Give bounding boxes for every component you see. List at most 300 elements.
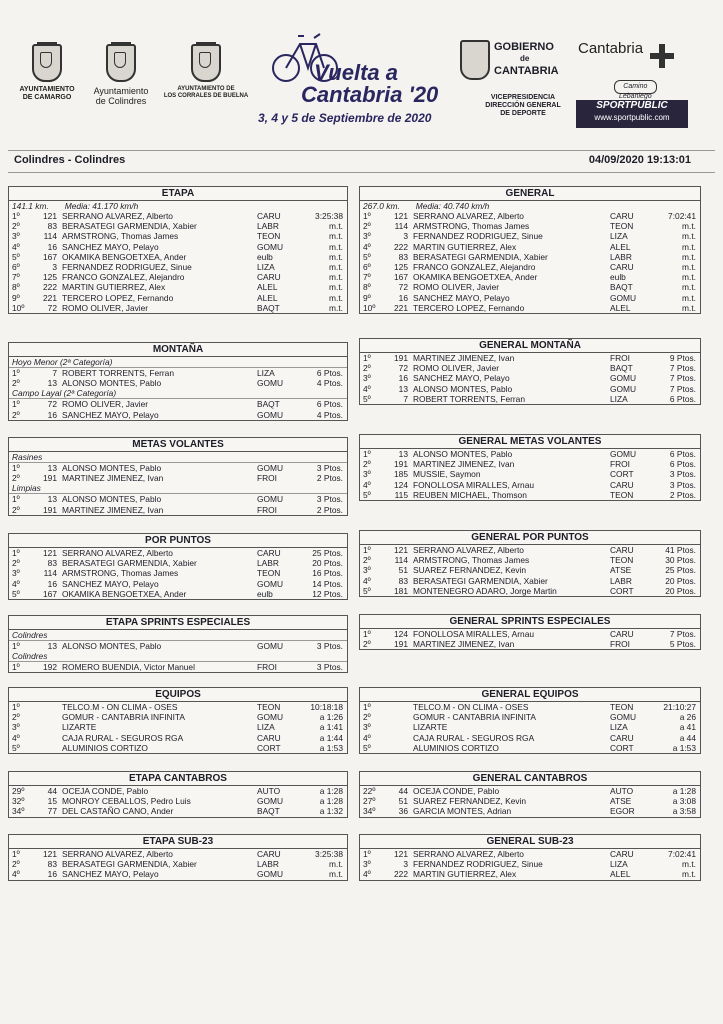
vuelta-line1: Vuelta a	[314, 60, 398, 85]
rider-name: BERASATEGI GARMENDIA, Xabier	[62, 859, 197, 870]
position: 2º	[363, 459, 371, 470]
cantabria-logo	[578, 40, 690, 100]
result-value: m.t.	[682, 261, 696, 272]
team-code: GOMU	[610, 292, 637, 303]
bib-number: 181	[394, 585, 408, 596]
rider-name: CAJA RURAL - SEGUROS RGA	[413, 732, 535, 743]
rider-name: DEL CASTAÑO CANO, Ander	[62, 806, 174, 817]
table-row	[9, 589, 347, 599]
team-code: eulb	[610, 272, 626, 283]
bib-number: 167	[394, 272, 408, 283]
position: 1º	[12, 849, 20, 859]
rider-name: MARTINEZ JIMENEZ, Ivan	[413, 639, 515, 650]
position: 2º	[12, 221, 20, 232]
bib-number: 167	[43, 251, 57, 262]
position: 2º	[12, 473, 20, 484]
table-row	[9, 712, 347, 722]
rider-name: MARTINEZ JIMENEZ, Ivan	[62, 504, 164, 515]
result-value: 20 Ptos.	[312, 558, 343, 569]
bib-number: 51	[398, 796, 408, 807]
table-row	[360, 480, 700, 490]
table-row	[360, 490, 700, 500]
results-table-left-3	[8, 533, 348, 600]
team-code: eulb	[257, 588, 273, 599]
table-row	[9, 378, 347, 388]
team-code: LABR	[257, 859, 279, 870]
team-code: GOMU	[257, 641, 284, 651]
bib-number: 167	[43, 588, 57, 599]
result-value: m.t.	[329, 241, 343, 252]
rider-name: BERASATEGI GARMENDIA, Xabier	[62, 558, 197, 569]
rider-name: ARMSTRONG, Thomas James	[413, 555, 530, 566]
sportpublic-url: www.sportpublic.com	[594, 113, 670, 122]
team-code: CARU	[610, 261, 634, 272]
position: 3º	[363, 231, 371, 242]
divider	[8, 150, 715, 151]
bib-number: 13	[47, 378, 57, 389]
team-code: eulb	[257, 251, 273, 262]
position: 4º	[363, 575, 371, 586]
position: 4º	[12, 869, 20, 880]
result-value: 30 Ptos.	[665, 555, 696, 566]
colindres-line2: de Colindres	[95, 96, 147, 106]
rider-name: FERNANDEZ RODRIGUEZ, Sinue	[413, 231, 543, 242]
bib-number: 221	[43, 292, 57, 303]
rider-name: SANCHEZ MAYO, Pelayo	[62, 409, 159, 420]
bib-number: 222	[394, 241, 408, 252]
table-row	[9, 303, 347, 313]
table-row	[9, 743, 347, 753]
team-code: TEON	[610, 221, 634, 232]
team-code: GOMU	[257, 578, 284, 589]
camargo-line2: DE CAMARGO	[22, 94, 72, 101]
table-row	[9, 869, 347, 879]
rider-name: ROMO OLIVER, Javier	[62, 302, 149, 313]
rider-name: SERRANO ALVAREZ, Alberto	[413, 211, 524, 221]
distance-label: 267.0 km.	[363, 201, 400, 211]
table-title: GENERAL POR PUNTOS	[360, 531, 700, 545]
result-value: m.t.	[329, 221, 343, 232]
result-value: m.t.	[682, 231, 696, 242]
result-value: m.t.	[329, 302, 343, 313]
table-row	[360, 859, 700, 869]
position: 8º	[12, 282, 20, 293]
team-code: FROI	[257, 473, 278, 484]
position: 1º	[363, 702, 371, 712]
bib-number: 16	[47, 241, 57, 252]
bib-number: 191	[43, 504, 57, 515]
bib-number: 83	[398, 575, 408, 586]
team-code: GOMU	[257, 241, 284, 252]
bib-number: 191	[394, 353, 408, 363]
rider-name: BERASATEGI GARMENDIA, Xabier	[413, 575, 548, 586]
gobierno-title	[494, 40, 559, 78]
result-value: m.t.	[329, 869, 343, 880]
position: 5º	[363, 393, 371, 404]
position: 3º	[12, 231, 20, 242]
table-info	[360, 201, 700, 211]
team-code: GOMU	[257, 869, 284, 880]
team-code: CARU	[610, 479, 634, 490]
bib-number: 83	[47, 558, 57, 569]
team-code: CARU	[610, 849, 634, 859]
position: 10º	[12, 302, 25, 313]
table-row	[9, 368, 347, 378]
table-row	[9, 722, 347, 732]
table-row	[9, 252, 347, 262]
table-row	[360, 231, 700, 241]
table-row	[9, 806, 347, 816]
result-value: 10:18:18	[310, 702, 343, 712]
rider-name: OKAMIKA BENGOETXEA, Ander	[413, 272, 538, 283]
bib-number: 13	[47, 641, 57, 651]
gobierno-title1: GOBIERNO	[494, 41, 554, 53]
bib-number: 121	[43, 548, 57, 558]
table-row	[9, 786, 347, 796]
bib-number: 13	[47, 463, 57, 473]
rider-name: ARMSTRONG, Thomas James	[62, 568, 179, 579]
position: 5º	[363, 742, 371, 753]
result-value: 2 Ptos.	[316, 504, 343, 515]
rider-name: GOMUR - CANTABRIA INFINITA	[413, 712, 536, 723]
position: 10º	[363, 302, 376, 313]
result-value: 3:25:38	[315, 211, 343, 221]
rider-name: FONOLLOSA MIRALLES, Arnau	[413, 479, 535, 490]
table-title: GENERAL SPRINTS ESPECIALES	[360, 615, 700, 629]
results-table-left-6	[8, 771, 348, 818]
rider-name: BERASATEGI GARMENDIA, Xabier	[62, 221, 197, 232]
table-row	[9, 463, 347, 473]
result-value: a 1:44	[319, 732, 343, 743]
rider-name: FRANCO GONZALEZ, Alejandro	[62, 272, 185, 283]
position: 3º	[363, 469, 371, 480]
position: 1º	[12, 641, 20, 651]
rider-name: MARTIN GUTIERREZ, Alex	[413, 241, 517, 252]
table-row	[9, 702, 347, 712]
table-row	[360, 262, 700, 272]
cantabria-title: Cantabria	[578, 40, 644, 57]
table-row	[9, 662, 347, 672]
position: 2º	[363, 639, 371, 650]
bib-number: 83	[398, 251, 408, 262]
result-value: 3 Ptos.	[316, 641, 343, 651]
table-row	[360, 252, 700, 262]
table-row	[360, 303, 700, 313]
team-code: GOMU	[257, 494, 284, 505]
team-code: LIZA	[610, 722, 628, 733]
results-table-left-0	[8, 186, 348, 314]
bib-number: 121	[394, 545, 408, 555]
table-title: ETAPA SPRINTS ESPECIALES	[9, 616, 347, 630]
bib-number: 115	[394, 489, 408, 500]
rider-name: FERNANDEZ RODRIGUEZ, Sinue	[413, 859, 543, 870]
team-code: TEON	[257, 568, 281, 579]
results-table-right-0	[359, 186, 701, 314]
team-code: LIZA	[257, 261, 275, 272]
team-code: GOMU	[257, 796, 284, 807]
bib-number: 16	[47, 409, 57, 420]
result-value: m.t.	[682, 221, 696, 232]
team-code: CARU	[610, 545, 634, 555]
table-title: GENERAL SUB-23	[360, 835, 700, 849]
result-value: a 1:53	[319, 742, 343, 753]
result-value: m.t.	[329, 272, 343, 283]
position: 5º	[12, 742, 20, 753]
subsection-label: Colindres	[9, 630, 347, 641]
team-code: ALEL	[257, 282, 278, 293]
table-row	[9, 399, 347, 409]
camino-lebaniego-badge	[614, 80, 657, 100]
subsection-label: Hoyo Menor (2ª Categoría)	[9, 357, 347, 368]
table-title: GENERAL CANTABROS	[360, 772, 700, 786]
bib-number: 13	[398, 383, 408, 394]
rider-name: TERCERO LOPEZ, Fernando	[413, 302, 525, 313]
average-speed-label: Media: 41.170 km/h	[64, 201, 139, 211]
rider-name: SERRANO ALVAREZ, Alberto	[413, 849, 524, 859]
bib-number: 121	[394, 211, 408, 221]
table-title: ETAPA CANTABROS	[9, 772, 347, 786]
rider-name: SERRANO ALVAREZ, Alberto	[62, 211, 173, 221]
rider-name: MONROY CEBALLOS, Pedro Luis	[62, 796, 191, 807]
result-value: 3:25:38	[315, 849, 343, 859]
colindres-line1: Ayuntamiento	[93, 86, 149, 96]
table-row	[9, 242, 347, 252]
position: 1º	[363, 449, 371, 459]
rider-name: ARMSTRONG, Thomas James	[62, 231, 179, 242]
team-code: GOMU	[257, 378, 284, 389]
position: 7º	[12, 272, 20, 283]
position: 4º	[363, 383, 371, 394]
team-code: BAQT	[257, 399, 280, 410]
position: 1º	[363, 353, 371, 363]
camargo-logo	[12, 34, 82, 102]
team-code: CORT	[610, 742, 634, 753]
table-row	[9, 282, 347, 292]
rider-name: ALONSO MONTES, Pablo	[62, 463, 162, 473]
team-code: ATSE	[610, 796, 632, 807]
position: 22º	[363, 786, 376, 796]
bib-number: 72	[398, 282, 408, 293]
rider-name: SANCHEZ MAYO, Pelayo	[62, 869, 159, 880]
bib-number: 16	[398, 292, 408, 303]
position: 5º	[12, 251, 20, 262]
gobierno-sub	[478, 94, 568, 118]
position: 2º	[12, 712, 20, 723]
table-row	[9, 579, 347, 589]
team-code: LIZA	[610, 859, 628, 870]
position: 3º	[363, 373, 371, 384]
team-code: EGOR	[610, 806, 635, 817]
bib-number: 124	[394, 629, 408, 639]
table-row	[360, 849, 700, 859]
rider-name: ROBERT TORRENTS, Ferran	[413, 393, 526, 404]
bib-number: 44	[398, 786, 408, 796]
bib-number: 16	[47, 869, 57, 880]
position: 32º	[12, 796, 25, 807]
bib-number: 121	[394, 849, 408, 859]
bib-number: 191	[394, 459, 408, 470]
bib-number: 222	[394, 869, 408, 880]
table-title: GENERAL METAS VOLANTES	[360, 435, 700, 449]
team-code: BAQT	[610, 363, 633, 374]
table-row	[360, 712, 700, 722]
position: 2º	[12, 378, 20, 389]
rider-name: FRANCO GONZALEZ, Alejandro	[413, 261, 536, 272]
result-value: 6 Ptos.	[669, 459, 696, 470]
team-code: CORT	[257, 742, 281, 753]
team-code: FROI	[610, 353, 631, 363]
crown-icon	[111, 34, 131, 44]
position: 3º	[12, 568, 20, 579]
position: 2º	[12, 558, 20, 569]
team-code: TEON	[610, 555, 634, 566]
bib-number: 16	[47, 578, 57, 589]
bib-number: 77	[47, 806, 57, 817]
table-row	[360, 272, 700, 282]
rider-name: SUAREZ FERNANDEZ, Kevin	[413, 796, 527, 807]
team-code: AUTO	[257, 786, 281, 796]
table-row	[360, 806, 700, 816]
rider-name: ARMSTRONG, Thomas James	[413, 221, 530, 232]
team-code: ALEL	[610, 869, 631, 880]
results-table-left-7	[8, 834, 348, 881]
team-code: FROI	[257, 662, 278, 673]
vuelta-dates: 3, 4 y 5 de Septiembre de 2020	[258, 111, 432, 125]
table-row	[360, 282, 700, 292]
result-value: 7 Ptos.	[669, 363, 696, 374]
table-row	[9, 505, 347, 515]
table-row	[360, 555, 700, 565]
coat-of-arms-icon	[106, 44, 136, 82]
bib-number: 7	[52, 368, 57, 378]
team-code: LABR	[610, 251, 632, 262]
gobierno-title3: CANTABRIA	[494, 65, 559, 77]
team-code: GOMU	[257, 463, 284, 473]
table-row	[360, 586, 700, 596]
team-code: BAQT	[257, 302, 280, 313]
results-table-left-1	[8, 342, 348, 421]
result-value: 6 Ptos.	[669, 393, 696, 404]
table-row	[360, 545, 700, 555]
rider-name: ALONSO MONTES, Pablo	[62, 494, 162, 505]
position: 8º	[363, 282, 371, 293]
crown-icon	[196, 34, 216, 44]
rider-name: GARCIA MONTES, Adrian	[413, 806, 512, 817]
rider-name: SANCHEZ MAYO, Pelayo	[62, 578, 159, 589]
team-code: CARU	[257, 548, 281, 558]
position: 1º	[12, 463, 20, 473]
results-table-right-2	[359, 434, 701, 501]
table-row	[360, 363, 700, 373]
bib-number: 3	[403, 231, 408, 242]
result-value: 6 Ptos.	[669, 449, 696, 459]
rider-name: BERASATEGI GARMENDIA, Xabier	[413, 251, 548, 262]
position: 34º	[363, 806, 376, 817]
bib-number: 36	[398, 806, 408, 817]
team-code: CARU	[610, 732, 634, 743]
rider-name: CAJA RURAL - SEGUROS RGA	[62, 732, 184, 743]
rider-name: FONOLLOSA MIRALLES, Arnau	[413, 629, 535, 639]
gobierno-sub3: DE DEPORTE	[500, 110, 546, 117]
result-value: m.t.	[329, 282, 343, 293]
position: 4º	[12, 578, 20, 589]
bib-number: 72	[47, 302, 57, 313]
position: 3º	[12, 722, 20, 733]
table-row	[360, 869, 700, 879]
position: 1º	[12, 399, 20, 410]
result-value: 7 Ptos.	[669, 373, 696, 384]
rider-name: TELCO.M - ON CLIMA - OSES	[62, 702, 178, 712]
result-value: a 41	[679, 722, 696, 733]
team-code: LIZA	[257, 722, 275, 733]
rider-name: SERRANO ALVAREZ, Alberto	[413, 545, 524, 555]
result-value: m.t.	[329, 261, 343, 272]
results-table-right-5	[359, 687, 701, 754]
position: 4º	[363, 869, 371, 880]
result-value: 3 Ptos.	[669, 479, 696, 490]
position: 5º	[363, 251, 371, 262]
rider-name: LIZARTE	[413, 722, 448, 733]
result-value: 6 Ptos.	[316, 368, 343, 378]
team-code: TEON	[257, 231, 281, 242]
results-table-right-6	[359, 771, 701, 818]
table-row	[360, 733, 700, 743]
result-value: a 1:26	[319, 712, 343, 723]
result-value: a 1:28	[319, 786, 343, 796]
rider-name: OKAMIKA BENGOETXEA, Ander	[62, 251, 187, 262]
result-value: a 1:41	[319, 722, 343, 733]
team-code: LIZA	[610, 231, 628, 242]
rider-name: MARTINEZ JIMENEZ, Ivan	[62, 473, 164, 484]
position: 27º	[363, 796, 376, 807]
table-row	[9, 849, 347, 859]
team-code: GOMU	[257, 409, 284, 420]
camino-line: Camino	[623, 83, 648, 90]
rider-name: FERNANDEZ RODRIGUEZ, Sinue	[62, 261, 192, 272]
corrales-line1: AYUNTAMIENTO DE	[177, 86, 235, 92]
team-code: CARU	[257, 211, 281, 221]
result-value: 7 Ptos.	[669, 383, 696, 394]
position: 1º	[12, 494, 20, 505]
position: 9º	[363, 292, 371, 303]
team-code: FROI	[610, 639, 631, 650]
table-row	[360, 373, 700, 383]
team-code: LIZA	[257, 368, 275, 378]
result-value: a 1:28	[319, 796, 343, 807]
bib-number: 51	[398, 565, 408, 576]
team-code: ATSE	[610, 565, 632, 576]
result-value: 16 Ptos.	[312, 568, 343, 579]
bib-number: 192	[43, 662, 57, 673]
result-value: 3 Ptos.	[316, 494, 343, 505]
result-value: 7:02:41	[668, 211, 696, 221]
table-title: EQUIPOS	[9, 688, 347, 702]
table-title: ETAPA	[9, 187, 347, 201]
rider-name: ROMO OLIVER, Javier	[413, 363, 500, 374]
corrales-logo	[156, 34, 256, 100]
position: 1º	[12, 662, 20, 673]
bib-number: 124	[394, 479, 408, 490]
team-code: CARU	[257, 732, 281, 743]
bib-number: 185	[394, 469, 408, 480]
position: 2º	[12, 409, 20, 420]
rider-name: MARTIN GUTIERREZ, Alex	[62, 282, 166, 293]
table-row	[360, 211, 700, 221]
result-value: 3 Ptos.	[316, 662, 343, 673]
table-row	[360, 796, 700, 806]
table-title: GENERAL	[360, 187, 700, 201]
camargo-line1: AYUNTAMIENTO	[19, 86, 75, 93]
